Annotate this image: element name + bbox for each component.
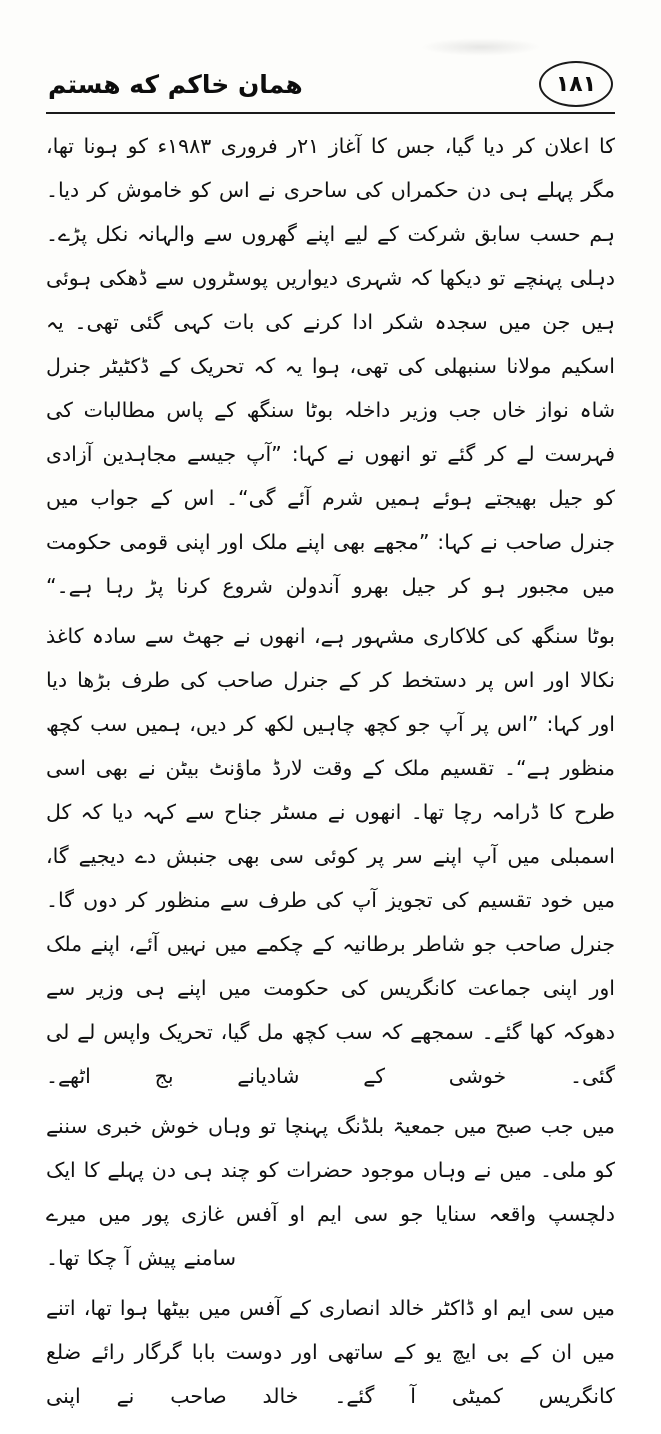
paragraph: میں جب صبح میں جمعیۃ بلڈنگ پہنچا تو وہاں خوش خبری سننے کو ملی۔ میں نے وہاں موجود حضرات کو چند ہی دن پہلے کا ایک دلچسپ واقعہ سنایا جو سی ایم او آفس غازی پور میں میرے سامنے پیش آ چکا تھا۔: [46, 1114, 615, 1270]
scan-artifact: [421, 38, 541, 56]
paragraph: بوٹا سنگھ کی کلاکاری مشہور ہے، انھوں نے جھٹ سے سادہ کاغذ نکالا اور اس پر دستخط کر کے جنرل صاحب کی طرف بڑھا دیا اور کہا: ”اس پر آپ جو کچھ چاہیں لکھ کر دیں، ہمیں سب کچھ منظور ہے“۔ تقسیم ملک کے وقت لارڈ ماؤنٹ بیٹن نے بھی اسی طرح کا ڈرامہ رچا تھا۔ انھوں نے مسٹر جناح سے کہہ دیا کہ کل اسمبلی میں آپ اپنے سر پر کوئی سی بھی جنبش دے دیجیے گا، میں خود تقسیم کی تجویز آپ کی طرف سے منظور کر دوں گا۔ جنرل صاحب جو شاطر برطانیہ کے چکمے میں نہیں آئے، اپنے ملک اور اپنی جماعت کانگریس کی حکومت میں اپنے ہی وزیر سے دھوکہ کھا گئے۔ سمجھے کہ سب کچھ مل گیا، تحریک واپس لے لی گئی۔ خوشی کے شادیانے بج اٹھے۔: [46, 624, 615, 1088]
page-body: [46, 124, 616, 1408]
header-divider: [46, 112, 615, 114]
page-number: ۱۸۱: [555, 71, 597, 97]
page-number-badge: [539, 61, 613, 107]
page-footer-space: [46, 1424, 615, 1434]
paragraph: میں سی ایم او ڈاکٹر خالد انصاری کے آفس میں بیٹھا ہوا تھا، اتنے میں ان کے بی ایچ یو کے ساتھی اور دوست بابا گرگار رائے ضلع کانگریس کمیٹی آ گئے۔ خالد صاحب نے اپنی: [46, 1296, 615, 1408]
running-title: همان خاکم که هستم: [48, 69, 303, 99]
page-header: [48, 58, 613, 110]
paragraph: کا اعلان کر دیا گیا، جس کا آغاز ۲۱ر فروری ۱۹۸۳ء کو ہونا تھا، مگر پہلے ہی دن حکمراں کی ساحری نے اس کو خاموش کر دیا۔ ہم حسب سابق شرکت کے لیے اپنے گھروں سے والہانہ نکل پڑے۔ دہلی پہنچے تو دیکھا کہ شہری دیواریں پوسٹروں سے ڈھکی ہوئی ہیں جن میں سجدہ شکر ادا کرنے کی بات کہی گئی تھی۔ یہ اسکیم مولانا سنبھلی کی تھی، ہوا یہ کہ تحریک کے ڈکٹیٹر جنرل شاہ نواز خاں جب وزیر داخلہ بوٹا سنگھ کے پاس مطالبات کی فہرست لے کر گئے تو انھوں نے کہا: ”آپ جیسے مجاہدین آزادی کو جیل بھیجتے ہوئے ہمیں شرم آئے گی“۔ اس کے جواب میں جنرل صاحب نے کہا: ”مجھے بھی اپنے ملک اور اپنی قومی حکومت میں مجبور ہو کر جیل بھرو آندولن شروع کرنا پڑ رہا ہے۔“: [46, 134, 616, 598]
